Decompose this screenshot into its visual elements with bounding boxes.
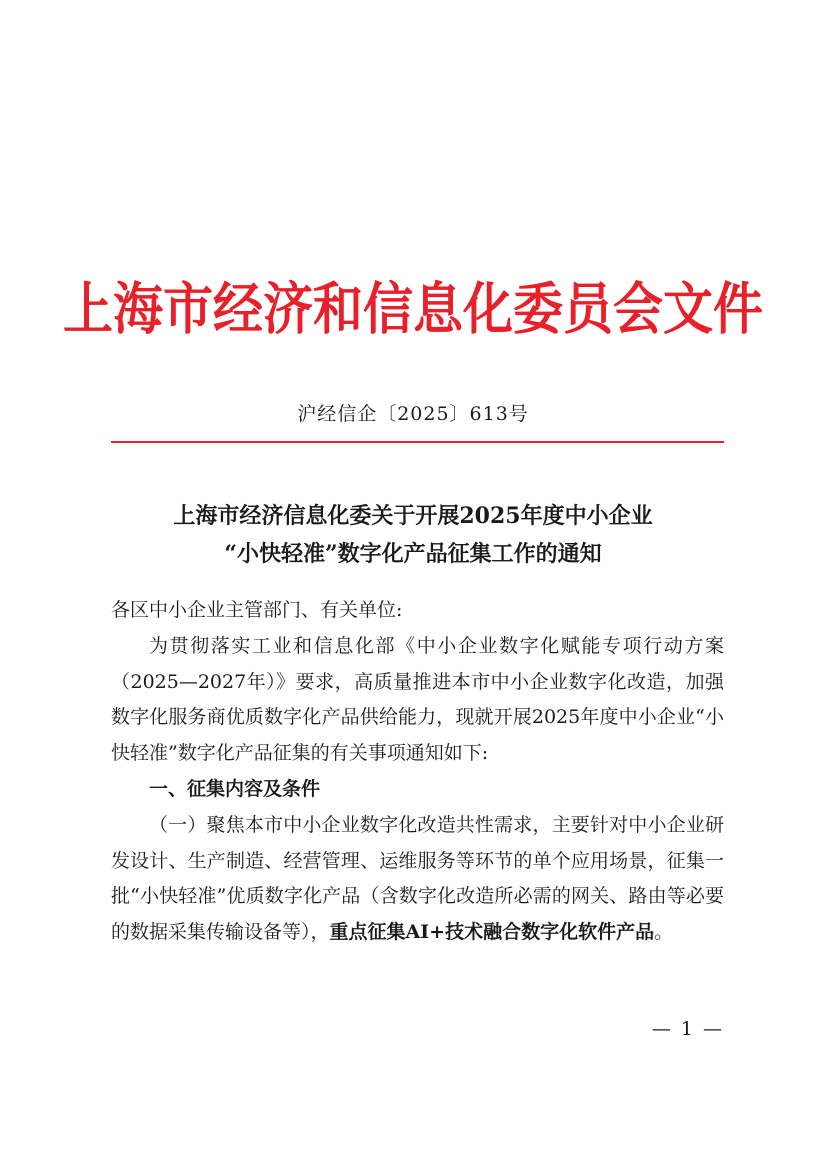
document-number: 沪经信企〔2025〕613号: [297, 403, 529, 425]
document-masthead: 上海市经济和信息化委员会文件: [63, 275, 763, 342]
notice-title: [100, 497, 726, 573]
salutation: 各区中小企业主管部门、有关单位:: [111, 599, 403, 621]
notice-title-line-2: “小快轻准”数字化产品征集工作的通知: [224, 541, 602, 567]
section-1-item-1-text: （一）聚焦本市中小企业数字化改造共性需求，主要针对中小企业研发设计、生产制造、经营管理、运维服务等环节的单个应用场景，征集一批“小快轻准”优质数字化产品（含数字化改造所必需的网关、路由等必要的数据采集传输设备等），: [111, 813, 724, 944]
page-number: — 1 —: [651, 1018, 724, 1040]
red-divider-line: [111, 441, 724, 443]
document-body: [111, 593, 724, 951]
notice-title-line-1: 上海市经济信息化委关于开展2025年度中小企业: [173, 503, 653, 529]
intro-paragraph: 为贯彻落实工业和信息化部《中小企业数字化赋能专项行动方案（2025—2027年）》要求，高质量推进本市中小企业数字化改造，加强数字化服务商优质数字化产品供给能力，现就开展2025年度中小企业“小快轻准”数字化产品征集的有关事项通知如下:: [111, 634, 724, 765]
section-1-item-1: [111, 808, 724, 951]
section-1-item-1-emphasis: 重点征集AI+技术融合数字化软件产品: [329, 921, 655, 944]
section-1-item-1-end: 。: [654, 921, 674, 944]
section-heading-1: 一、征集内容及条件: [149, 777, 321, 800]
